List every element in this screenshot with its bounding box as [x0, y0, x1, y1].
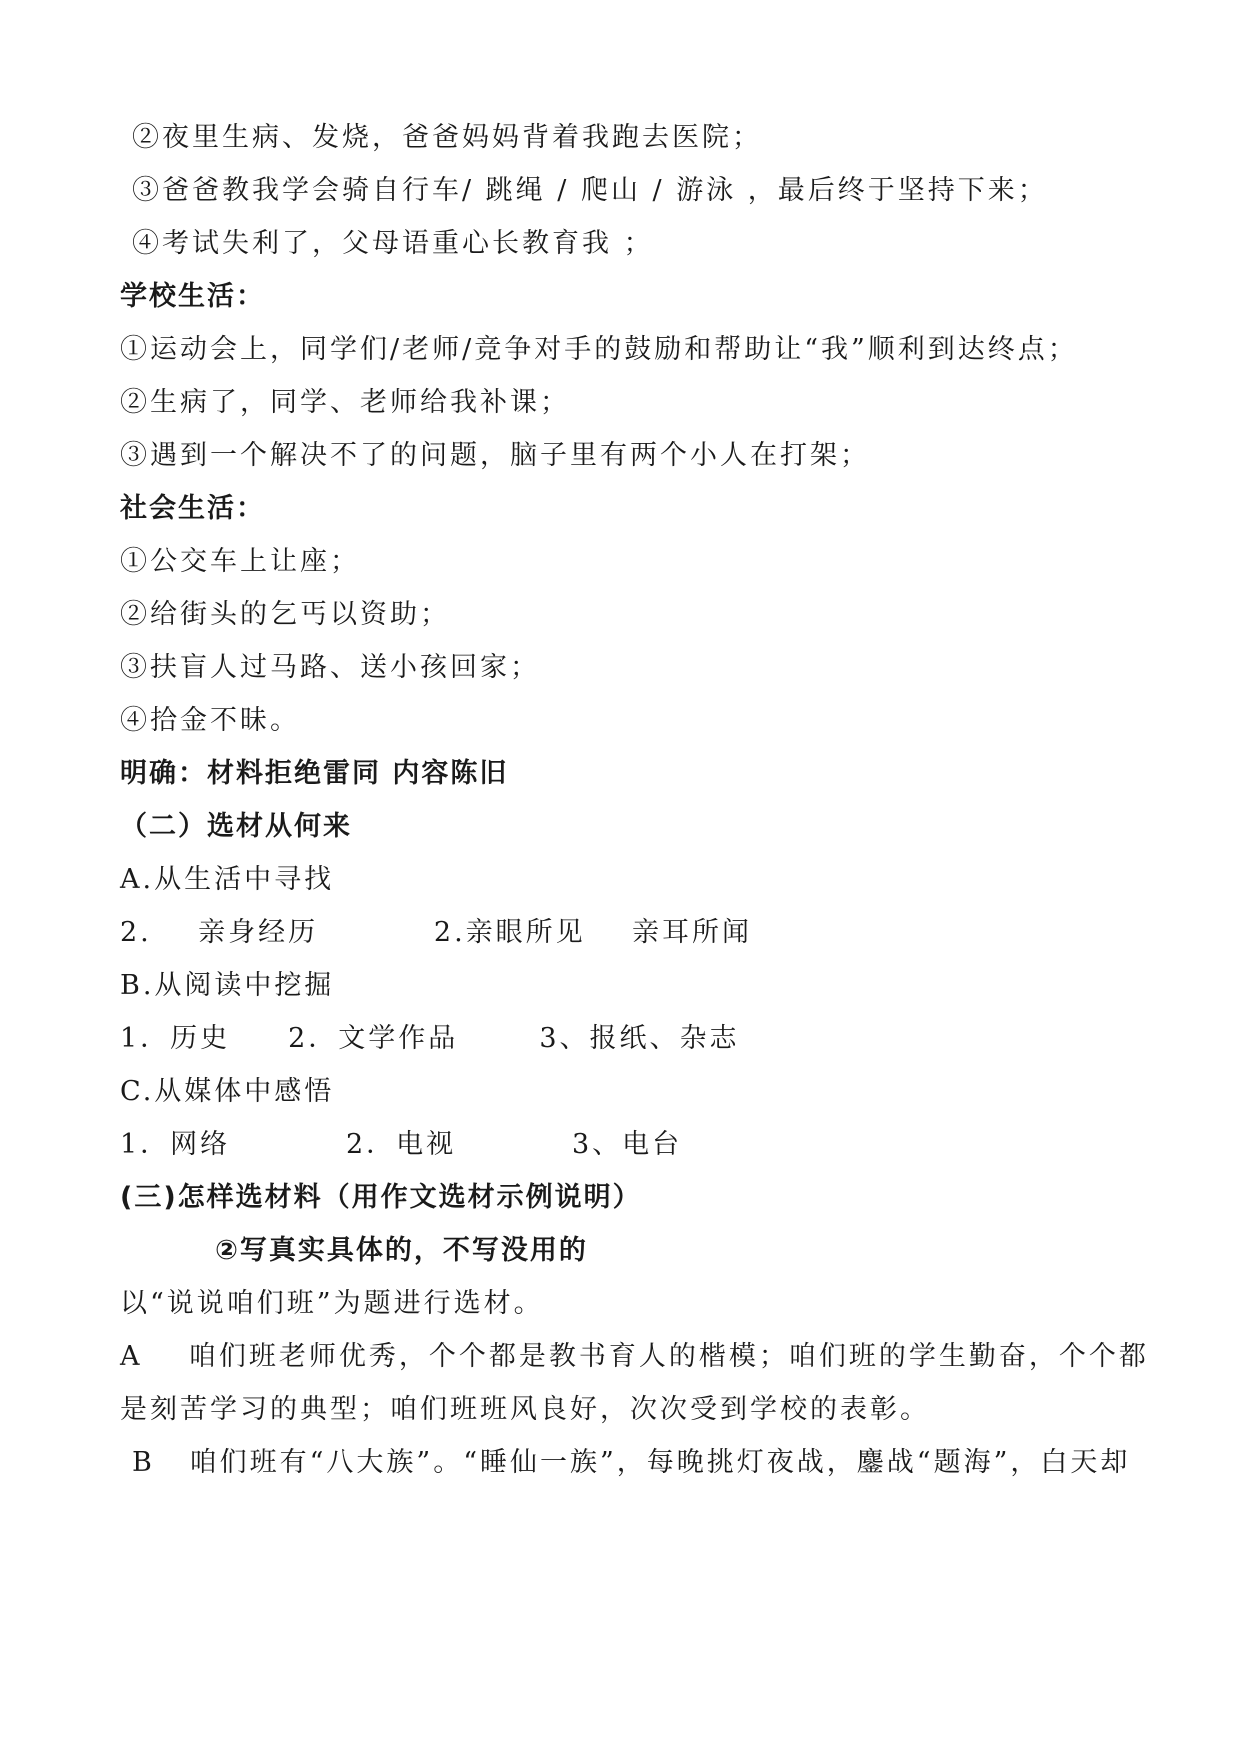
section2-a-items: 2. 亲身经历 2.亲眼所见 亲耳所闻 [120, 917, 753, 948]
section2-heading: （二）选材从何来 [120, 811, 352, 842]
section3-subheading: ②写真实具体的，不写没用的 [215, 1235, 588, 1266]
society-item-1: ①公交车上让座； [120, 546, 360, 577]
family-item-4: ④考试失利了，父母语重心长教育我 ； [132, 228, 654, 259]
section3-example-a-line1: A 咱们班老师优秀，个个都是教书育人的楷模；咱们班的学生勤奋，个个都 [120, 1341, 1149, 1372]
section2-a-title: A.从生活中寻找 [120, 864, 335, 895]
section3-example-a-line2: 是刻苦学习的典型；咱们班班风良好，次次受到学校的表彰。 [120, 1394, 930, 1425]
section3-example-b-line1: B 咱们班有“八大族”。“睡仙一族”，每晚挑灯夜战，鏖战“题海”，白天却 [132, 1447, 1131, 1478]
section2-b-title: B.从阅读中挖掘 [120, 970, 335, 1001]
society-item-2: ②给街头的乞丐以资助； [120, 599, 450, 630]
section2-c-items: 1．网络 2．电视 3、电台 [120, 1129, 683, 1160]
section3-heading: (三)怎样选材料（用作文选材示例说明） [120, 1182, 642, 1213]
society-item-4: ④拾金不昧。 [120, 705, 300, 736]
clarify-statement: 明确：材料拒绝雷同 内容陈旧 [120, 758, 509, 789]
family-item-2: ②夜里生病、发烧，爸爸妈妈背着我跑去医院； [132, 122, 762, 153]
section2-b-items: 1．历史 2．文学作品 3、报纸、杂志 [120, 1023, 740, 1054]
family-item-3: ③爸爸教我学会骑自行车/ 跳绳 / 爬山 / 游泳 ，最后终于坚持下来； [132, 175, 1048, 206]
society-heading: 社会生活： [120, 493, 265, 524]
section3-intro: 以“说说咱们班”为题进行选材。 [120, 1288, 544, 1319]
school-item-1: ①运动会上，同学们/老师/竞争对手的鼓励和帮助让“我”顺利到达终点； [120, 334, 1078, 365]
society-item-3: ③扶盲人过马路、送小孩回家； [120, 652, 540, 683]
school-item-3: ③遇到一个解决不了的问题，脑子里有两个小人在打架； [120, 440, 870, 471]
section2-c-title: C.从媒体中感悟 [120, 1076, 335, 1107]
school-heading: 学校生活： [120, 281, 265, 312]
school-item-2: ②生病了，同学、老师给我补课； [120, 387, 570, 418]
